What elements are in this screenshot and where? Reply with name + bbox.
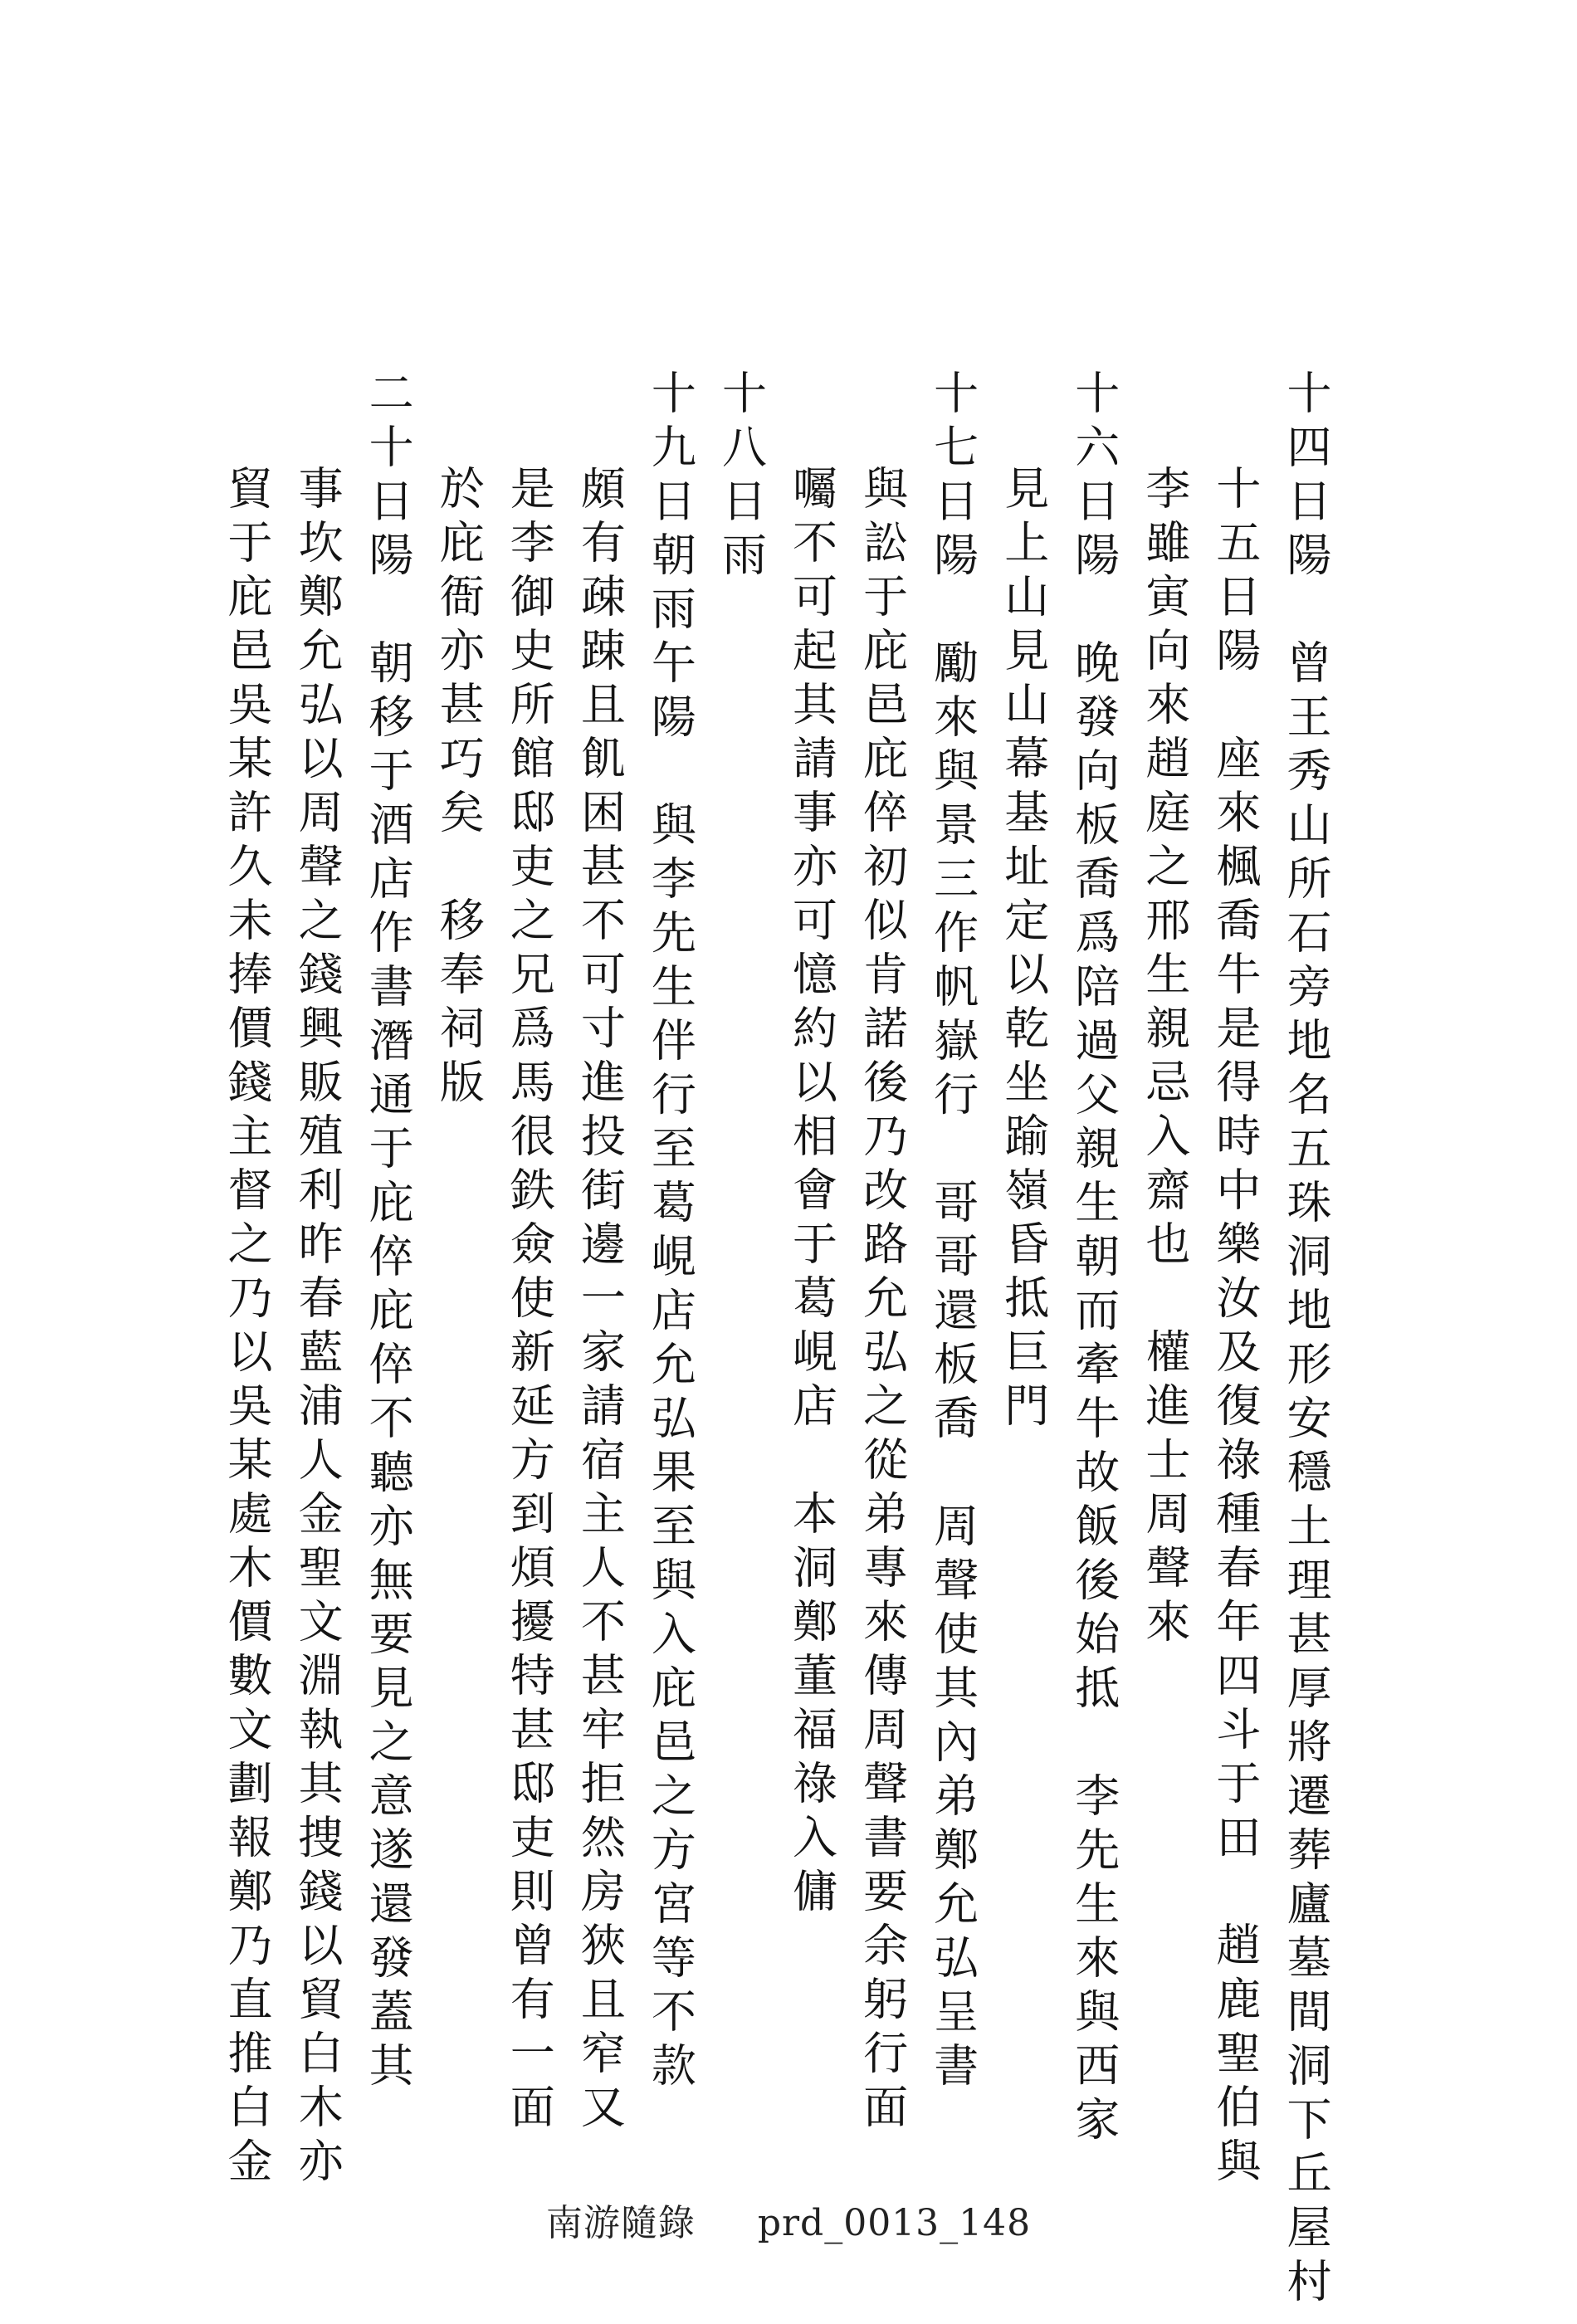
manuscript-column-2: 十五日陽 座來楓喬牛是得時中樂汝及復祿種春年四斗于田 趙鹿聖伯與	[1208, 465, 1262, 2191]
page-code: prd_0013_148	[757, 2202, 1032, 2244]
book-title: 南游隨錄	[545, 2202, 696, 2244]
manuscript-column-14: 二十日陽 朝移于酒店作書潛通于庇倅庇倅不聽亦無要見之意遂還發蓋其	[362, 369, 415, 2096]
manuscript-column-12: 是李御史所館邸吏之兄爲馬很鉄僉使新延方到煩擾特甚邸吏則曾有一面	[503, 465, 556, 2137]
manuscript-column-4: 十六日陽 晚發向板喬爲陪過父親生朝而牽牛故飯後始抵 李先生來與西家	[1067, 369, 1120, 2150]
manuscript-column-3: 李雖寅向來趙庭之邢生親忌入齋也 權進士周聲來	[1138, 465, 1191, 1652]
manuscript-column-9: 十八日雨	[715, 369, 768, 585]
manuscript-column-16: 貿于庇邑吳某許久未捧價錢主督之乃以吳某處木價數文劃報鄭乃直推白金	[221, 465, 273, 2191]
manuscript-column-11: 頗有疎踈且飢困甚不可寸進投街邊一家請宿主人不甚牢拒然房狹且窄又	[574, 465, 627, 2137]
manuscript-column-13: 於庇衙亦甚巧矣 移奉祠版	[432, 465, 486, 1112]
manuscript-column-10: 十九日朝雨午陽 與李先生伴行至葛峴店允弘果至與入庇邑之方宮等不款	[644, 369, 697, 2096]
manuscript-column-8: 囑不可起其請事亦可憶約以相會于葛峴店 本洞鄭董福祿入傭	[785, 465, 838, 1921]
manuscript-column-1: 十四日陽 曾王秀山所石旁地名五珠洞地形安穩土理甚厚將遷葬廬墓間洞下丘屋村	[1279, 369, 1332, 2312]
manuscript-column-7: 與訟于庇邑庇倅初似肯諾後乃改路允弘之從弟專來傳周聲書要余躬行面	[856, 465, 909, 2137]
page-footer	[0, 2193, 1577, 2246]
manuscript-column-5: 見上山見山幕基址定以乾坐踰嶺昏抵巨門	[997, 465, 1050, 1436]
manuscript-column-15: 事坎鄭允弘以周聲之錢興販殖利昨春藍浦人金聖文淵執其捜錢以貿白木亦	[291, 465, 344, 2191]
manuscript-column-6: 十七日陽 勵來與景三作帆嶽行 哥哥還板喬 周聲使其內弟鄭允弘呈書	[926, 369, 979, 2096]
